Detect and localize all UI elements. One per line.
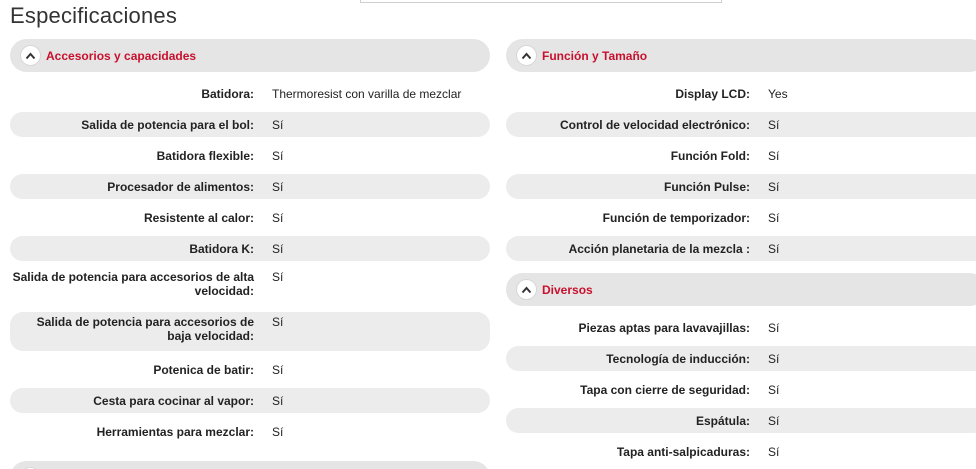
chevron-up-icon[interactable]: [517, 46, 536, 65]
specs-column-right: [506, 39, 976, 469]
spec-value: Sí: [272, 241, 284, 256]
spec-label: Procesador de alimentos:: [107, 179, 254, 194]
spec-value: Sí: [272, 270, 284, 284]
section-header-diversos[interactable]: [506, 273, 976, 306]
spec-value: Sí: [768, 148, 780, 163]
spec-row: [10, 143, 490, 168]
spec-value: Yes: [768, 86, 788, 101]
spec-row: [506, 112, 976, 137]
spec-row: [506, 236, 976, 261]
spec-label: Función de temporizador:: [602, 210, 750, 225]
spec-row: [10, 112, 490, 137]
spec-label: Tapa anti-salpicaduras:: [616, 444, 750, 459]
spec-list: [506, 315, 976, 464]
spec-label: Batidora flexible:: [156, 148, 254, 163]
spec-list: [10, 81, 490, 444]
spec-row: [506, 143, 976, 168]
spec-row: [10, 205, 490, 230]
section-title: Diversos: [542, 282, 593, 297]
spec-value: Sí: [272, 315, 284, 329]
spec-row: [506, 439, 976, 464]
section-header-accesorios[interactable]: [10, 39, 490, 72]
spec-label: Acción planetaria de la mezcla :: [568, 241, 750, 256]
page-title: Especificaciones: [10, 3, 178, 28]
spec-value: Sí: [768, 241, 780, 256]
spec-row: [10, 419, 490, 444]
spec-value: Sí: [768, 179, 780, 194]
spec-label: Salida de potencia para el bol:: [81, 117, 254, 132]
spec-row: [10, 81, 490, 106]
spec-label: Salida de potencia para accesorios de alta velocidad:: [12, 270, 254, 298]
spec-value: Sí: [272, 424, 284, 439]
spec-value: Sí: [272, 393, 284, 408]
spec-value: Sí: [768, 444, 780, 459]
spec-row: [10, 388, 490, 413]
section-title: Función y Tamaño: [542, 48, 648, 63]
specs-column-left: [10, 39, 490, 450]
spec-label: Potenica de batir:: [153, 362, 254, 377]
spec-label: Tecnología de inducción:: [606, 351, 750, 366]
spec-label: Resistente al calor:: [143, 210, 254, 225]
spec-row: [506, 377, 976, 402]
spec-label: Batidora:: [201, 86, 254, 101]
spec-row: [506, 81, 976, 106]
spec-value: Thermoresist con varilla de mezclar: [272, 86, 462, 101]
spec-row: [506, 174, 976, 199]
spec-row: [506, 408, 976, 433]
spec-row: [10, 267, 490, 306]
spec-label: Display LCD:: [675, 86, 750, 101]
section-header-next[interactable]: [10, 461, 490, 469]
spec-list: [506, 81, 976, 261]
spec-value: Sí: [768, 351, 780, 366]
spec-value: Sí: [272, 148, 284, 163]
spec-label: Salida de potencia para accesorios de baja velocidad:: [36, 315, 254, 343]
spec-value: Sí: [272, 179, 284, 194]
spec-row: [10, 312, 490, 351]
spec-label: Tapa con cierre de seguridad:: [580, 382, 750, 397]
spec-value: Sí: [768, 320, 780, 335]
section-title: Accesorios y capacidades: [46, 48, 197, 63]
spec-row: [506, 346, 976, 371]
spec-label: Función Pulse:: [663, 179, 750, 194]
spec-label: Espátula:: [695, 413, 750, 428]
spec-value: Sí: [272, 210, 284, 225]
spec-label: Función Fold:: [670, 148, 750, 163]
spec-value: Sí: [768, 382, 780, 397]
spec-value: Sí: [272, 117, 284, 132]
spec-label: Cesta para cocinar al vapor:: [93, 393, 254, 408]
chevron-up-icon[interactable]: [21, 46, 40, 65]
spec-row: [10, 236, 490, 261]
section-header-funcion[interactable]: [506, 39, 976, 72]
spec-label: Piezas aptas para lavavajillas:: [578, 320, 750, 335]
spec-value: Sí: [768, 413, 780, 428]
spec-value: Sí: [768, 117, 780, 132]
chevron-up-icon[interactable]: [517, 280, 536, 299]
spec-row: [506, 315, 976, 340]
spec-label: Herramientas para mezclar:: [96, 424, 254, 439]
spec-label: Batidora K:: [189, 241, 254, 256]
tab-frame-edge: [360, 0, 722, 3]
spec-value: Sí: [272, 362, 284, 377]
spec-row: [506, 205, 976, 230]
spec-row: [10, 174, 490, 199]
spec-value: Sí: [768, 210, 780, 225]
spec-label: Control de velocidad electrónico:: [559, 117, 750, 132]
spec-row: [10, 357, 490, 382]
